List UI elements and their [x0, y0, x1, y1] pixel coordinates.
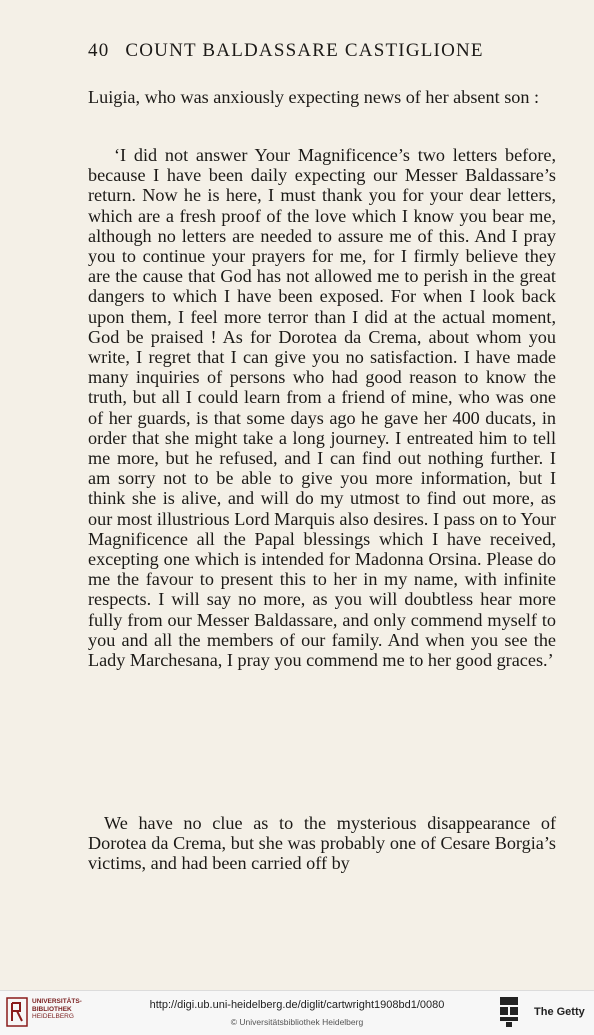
running-header	[88, 40, 558, 62]
getty-logo-icon	[498, 995, 520, 1029]
page-number: 40	[88, 40, 110, 61]
body-text	[88, 813, 556, 874]
viewer-footer	[0, 990, 594, 1035]
running-title: COUNT BALDASSARE CASTIGLIONE	[125, 40, 484, 61]
permalink-url[interactable]: http://digi.ub.uni-heidelberg.de/diglit/cartwright1908bd1/0080	[149, 999, 445, 1011]
copyright-notice: © Universitätsbibliothek Heidelberg	[230, 1017, 364, 1027]
partner-name: The Getty	[534, 1006, 585, 1018]
library-name: UNIVERSITÄTS- BIBLIOTHEK HEIDELBERG	[32, 998, 82, 1020]
paragraph: Luigia, who was anxiously expecting news of her absent son :	[88, 87, 540, 107]
body-text	[88, 87, 556, 107]
letter-quote-paragraph: ‘I did not answer Your Magnificence’s two letters before, because I have been daily expecting our Messer Baldassare’s return. Now he is here, I must thank you for your dear letters, which are a fresh proof of the love which I know you bear me, although no letters are needed to assure me of this. And I pray you to continue your prayers for me, for I firmly believe they are the cause that God has not allowed me to perish in the great dangers to which I have been exposed. For when I look back upon them, I feel more terror than I did at the actual moment, God be praised ! As for Dorotea da Crema, about whom you write, I regret that I can give you no satisfaction. I have made many inquiries of persons who had good reason to know the truth, but all I could learn from a friend of mine, who was one of her guards, is that some days ago he gave her 400 ducats, in order that she might take a long journey. I entreated him to tell me more, but he refused, and I can find out nothing further. I am sorry not to be able to give you more information, but I think she is alive, and will do my utmost to find out more, as our most illustrious Lord Marquis also desires. I pass on to Your Magnificence all the Papal blessings which I have received, excepting one which is intended for Madonna Orsina. Please do me the favour to present this to her in my name, with infinite respects. I will say no more, as you will doubtless hear more fully from our Messer Baldassare, and only commend myself to you and all the members of our family. And when you see the Lady Marchesana, I pray you commend me to her good graces.’	[88, 145, 556, 671]
paragraph: We have no clue as to the mysterious disappearance of Dorotea da Crema, but she was probably one of Cesare Borgia’s victims, and had been carried off by	[88, 813, 556, 874]
body-text	[88, 145, 556, 670]
